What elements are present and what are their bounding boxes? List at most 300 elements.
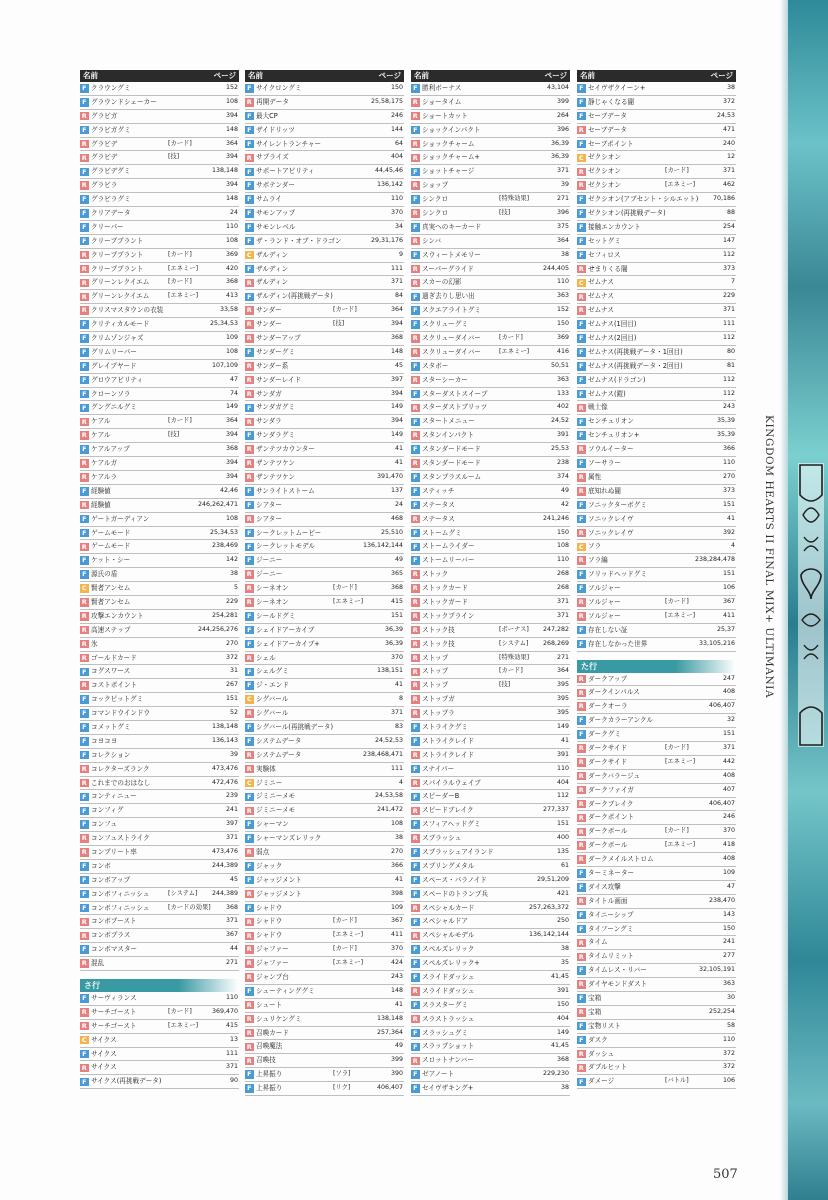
entry-pages: 143	[722, 910, 735, 918]
type-badge: R	[578, 799, 584, 808]
entry-pages: 241	[225, 806, 238, 814]
entry-name: スタンプラスルーム	[422, 472, 482, 481]
type-badge: F	[80, 404, 89, 413]
type-badge: F	[411, 445, 420, 454]
index-entry	[411, 860, 570, 874]
index-entry	[577, 1048, 736, 1062]
type-badge: F	[411, 959, 420, 968]
type-badge: R	[246, 417, 252, 426]
type-badge: F	[80, 695, 89, 704]
index-entry	[411, 804, 570, 818]
type-badge: R	[246, 973, 252, 982]
index-entry	[245, 679, 404, 693]
entry-name: サンダー	[256, 306, 282, 315]
index-entry	[80, 401, 239, 415]
entry-note: [技]	[168, 153, 180, 161]
entry-name: 宝箱	[588, 1007, 602, 1016]
index-entry	[411, 707, 570, 721]
type-badge: F	[80, 362, 89, 371]
entry-name: ザルディン	[256, 264, 289, 273]
type-badge: F	[411, 862, 420, 871]
entry-name: ゼアノート	[422, 1070, 455, 1079]
entry-name: スタンインパクト	[422, 431, 474, 440]
column-header: 名前 ページ	[80, 70, 239, 82]
type-badge: R	[81, 764, 87, 773]
entry-pages: 136,142,144	[528, 931, 569, 939]
type-badge: F	[245, 1070, 254, 1079]
entry-name: スクエアライトグミ	[422, 306, 481, 315]
book-title-vertical: KINGDOM HEARTS II FINAL MIX+ ULTIMANIA	[763, 415, 775, 699]
entry-pages: 391	[556, 750, 569, 758]
entry-name: タイムリミット	[588, 952, 634, 961]
type-badge: R	[412, 236, 418, 245]
index-column-4	[577, 70, 736, 1089]
entry-pages: 44,45,46	[374, 167, 403, 175]
index-entry	[411, 985, 570, 999]
index-entry	[411, 749, 570, 763]
type-badge: F	[577, 994, 586, 1003]
index-entry	[411, 485, 570, 499]
index-entry	[245, 693, 404, 707]
index-entry	[80, 276, 239, 290]
type-badge: F	[411, 918, 420, 927]
type-badge: R	[412, 334, 418, 343]
entry-name: ジーニー	[256, 556, 283, 565]
entry-name: コンフュ	[91, 820, 118, 829]
entry-pages: 368	[225, 903, 238, 911]
entry-pages: 368	[225, 278, 238, 286]
index-entry	[80, 610, 239, 624]
entry-note: [特殊効果]	[499, 653, 530, 661]
page-number: 507	[713, 1167, 738, 1182]
entry-pages: 138,148	[211, 167, 238, 175]
entry-pages: 241,472	[376, 806, 403, 814]
type-badge: F	[80, 668, 89, 677]
entry-note: [カード]	[333, 306, 357, 314]
entry-pages: 35,39	[716, 431, 735, 439]
entry-pages: 29,31,176	[370, 236, 403, 244]
entry-pages: 406,407	[376, 1084, 403, 1092]
type-badge: F	[411, 126, 420, 135]
index-entry	[411, 82, 570, 96]
index-entry	[411, 263, 570, 277]
entry-name: コメットグミ	[91, 722, 131, 731]
entry-note: [技]	[499, 681, 511, 689]
entry-pages: 8	[398, 695, 403, 703]
index-entry	[80, 804, 239, 818]
entry-pages: 36,39	[384, 625, 403, 633]
entry-pages: 392	[722, 528, 735, 536]
type-badge: R	[412, 459, 418, 468]
entry-pages: 150	[556, 1000, 569, 1008]
entry-pages: 149	[556, 722, 569, 730]
index-entry	[245, 235, 404, 249]
entry-pages: 371	[225, 917, 238, 925]
type-badge: R	[81, 542, 87, 551]
type-badge: F	[80, 529, 89, 538]
entry-name: サーヴィランス	[91, 994, 137, 1002]
entry-name: 再開データ	[256, 97, 289, 106]
type-badge: R	[578, 771, 584, 780]
type-badge: F	[245, 820, 254, 829]
index-entry	[80, 499, 239, 513]
entry-name: コマンドウインドウ	[91, 709, 151, 718]
index-entry	[80, 554, 239, 568]
entry-name: クローンソラ	[91, 389, 131, 398]
type-badge: F	[245, 556, 254, 565]
type-badge: R	[578, 841, 584, 850]
index-entry	[411, 276, 570, 290]
index-entry	[245, 304, 404, 318]
index-entry	[411, 540, 570, 554]
entry-name: スラッシュグミ	[422, 1028, 468, 1037]
entry-list	[80, 82, 239, 971]
entry-name: ストライクレイド	[422, 736, 475, 745]
entry-name: 攻撃エンカウント	[91, 611, 144, 620]
index-entry	[245, 179, 404, 193]
index-entry	[577, 554, 736, 568]
entry-pages: 111	[722, 320, 735, 328]
entry-pages: 372	[722, 97, 735, 105]
entry-name: ストップ	[422, 681, 449, 690]
index-entry	[577, 624, 736, 638]
entry-name: スカーの幻影	[422, 278, 462, 287]
index-entry	[577, 936, 736, 950]
type-badge: R	[246, 1042, 252, 1051]
type-badge: R	[578, 896, 584, 905]
entry-name: 戦士像	[588, 403, 608, 412]
entry-name: サイクス	[91, 1049, 117, 1058]
index-entry	[80, 568, 239, 582]
entry-pages: 38	[229, 570, 238, 578]
type-badge: F	[577, 140, 586, 149]
type-badge: F	[411, 737, 420, 746]
entry-pages: 35	[560, 959, 569, 967]
index-entry	[411, 624, 570, 638]
index-entry	[577, 221, 736, 235]
entry-name: タイムレス・リバー	[588, 966, 647, 975]
entry-name: サムライ	[256, 195, 282, 204]
entry-name: グラビガ	[91, 111, 118, 120]
entry-pages: 13	[229, 1035, 238, 1043]
type-badge: F	[245, 84, 254, 93]
index-entry	[80, 110, 239, 124]
entry-pages: 371	[722, 306, 735, 314]
type-badge: R	[246, 1014, 252, 1023]
type-badge: F	[577, 376, 586, 385]
entry-name: サポートアビリティ	[256, 167, 315, 176]
entry-name: ジャッジメント	[256, 875, 302, 884]
entry-name: 勝利ボーナス	[422, 84, 462, 92]
index-entry	[80, 1048, 239, 1062]
index-entry	[80, 318, 239, 332]
type-badge: R	[81, 612, 87, 621]
type-badge: F	[577, 418, 586, 427]
entry-name: スパイラルウェイブ	[422, 778, 481, 787]
index-entry	[411, 943, 570, 957]
index-entry	[577, 1020, 736, 1034]
entry-note: [カード]	[168, 250, 192, 258]
type-badge: R	[246, 278, 252, 287]
entry-name: スペシャルドア	[422, 917, 468, 926]
entry-pages: 151	[722, 500, 735, 508]
type-badge: F	[245, 640, 254, 649]
entry-note: [エネミー]	[333, 931, 364, 939]
type-badge: F	[411, 473, 420, 482]
entry-name: スクリューグミ	[422, 320, 468, 329]
entry-pages: 369	[225, 250, 238, 258]
type-badge: R	[578, 612, 584, 621]
entry-pages: 148	[390, 347, 403, 355]
index-entry	[577, 756, 736, 770]
entry-pages: 397	[390, 375, 403, 383]
index-entry	[245, 1027, 404, 1041]
entry-pages: 106	[722, 1077, 735, 1085]
type-badge: R	[578, 827, 584, 836]
entry-name: 存在しなかった世界	[588, 639, 648, 648]
index-entry	[80, 346, 239, 360]
entry-pages: 110	[556, 764, 569, 772]
index-entry	[411, 610, 570, 624]
type-badge: R	[81, 459, 87, 468]
type-badge: R	[81, 250, 87, 259]
entry-name: スプリングメタル	[422, 861, 475, 870]
entry-pages: 406,407	[708, 702, 735, 710]
entry-name: シンクロ	[422, 195, 449, 204]
index-entry	[245, 554, 404, 568]
entry-note: [システム]	[499, 639, 529, 647]
index-entry	[411, 902, 570, 916]
entry-pages: 150	[390, 84, 403, 91]
entry-name: ソラ	[588, 542, 602, 551]
index-entry	[245, 443, 404, 457]
type-badge: R	[246, 153, 252, 162]
entry-name: シャドウ	[256, 931, 283, 940]
index-entry	[245, 1068, 404, 1082]
entry-name: スタンダードモード	[422, 459, 481, 468]
entry-list	[411, 82, 570, 1096]
entry-name: クリムゾンジャズ	[91, 334, 144, 343]
entry-name: クリーププラント	[91, 264, 144, 273]
entry-name: 弱点	[256, 847, 270, 856]
entry-pages: 49	[394, 556, 403, 564]
type-badge: R	[578, 1063, 584, 1072]
index-entry	[411, 388, 570, 402]
index-entry	[411, 1068, 570, 1082]
type-badge: R	[578, 445, 584, 454]
index-entry	[577, 700, 736, 714]
index-entry	[245, 568, 404, 582]
index-entry	[577, 1075, 736, 1089]
index-entry	[80, 652, 239, 666]
entry-name: スラスターグミ	[422, 1000, 468, 1009]
index-entry	[577, 499, 736, 513]
entry-pages: 246	[722, 813, 735, 821]
entry-pages: 364	[556, 236, 569, 244]
type-badge: F	[80, 1078, 89, 1087]
type-badge: R	[246, 375, 252, 384]
entry-name: ザイドリッツ	[256, 125, 295, 134]
entry-name: 上昇振り	[256, 1070, 283, 1079]
index-entry	[245, 957, 404, 971]
entry-name: ゲームモード	[91, 542, 131, 551]
entry-name: 経験値	[91, 500, 111, 509]
entry-name: ステータス	[422, 514, 455, 523]
entry-name: 実験体	[256, 764, 276, 773]
index-entry	[245, 999, 404, 1013]
entry-name: スウィートメモリー	[422, 250, 481, 259]
entry-name: ジ・エンド	[256, 681, 289, 690]
entry-name: グリーンレクイエム	[91, 278, 150, 287]
type-badge: F	[577, 459, 586, 468]
entry-name: グラビラグミ	[91, 195, 131, 204]
type-badge: R	[412, 709, 418, 718]
index-entry	[411, 818, 570, 832]
type-badge: R	[412, 181, 418, 190]
entry-pages: 367	[722, 597, 735, 605]
entry-name: 静じゃくなる闇	[588, 97, 635, 106]
index-entry	[80, 443, 239, 457]
entry-pages: 5	[233, 584, 238, 592]
entry-note: [エネミー]	[168, 264, 199, 272]
entry-pages: 394	[390, 389, 403, 397]
entry-name: スタンダードモード	[422, 445, 481, 454]
index-entry	[411, 1040, 570, 1054]
entry-pages: 391	[556, 986, 569, 994]
index-entry	[411, 346, 570, 360]
index-entry	[411, 124, 570, 138]
entry-note: [システム]	[168, 889, 198, 897]
entry-pages: 36,39	[550, 139, 569, 147]
type-badge: F	[245, 348, 254, 357]
entry-name: スペルズレリック	[422, 945, 475, 954]
type-badge: R	[578, 598, 584, 607]
type-badge: R	[246, 320, 252, 329]
entry-pages: 38	[560, 1084, 569, 1092]
entry-name: ダークグミ	[588, 730, 621, 739]
type-badge: R	[412, 987, 418, 996]
entry-name: ケアルアップ	[91, 445, 130, 454]
type-badge: F	[411, 793, 420, 802]
entry-name: スペシャルモデル	[422, 931, 475, 940]
entry-pages: 399	[556, 97, 569, 105]
index-entry	[577, 360, 736, 374]
entry-pages: 24,53,58	[374, 792, 403, 800]
entry-pages: 416	[556, 347, 569, 355]
entry-name: ザルディン	[256, 250, 289, 259]
entry-pages: 111	[225, 1049, 238, 1057]
type-badge: R	[578, 528, 584, 537]
entry-name: セットグミ	[588, 236, 621, 245]
index-entry	[245, 82, 404, 96]
index-entry	[245, 138, 404, 152]
index-entry	[411, 1054, 570, 1068]
entry-pages: 41	[394, 445, 403, 453]
entry-pages: 244,405	[542, 264, 569, 272]
entry-pages: 364	[390, 306, 403, 314]
entry-pages: 50,51	[550, 361, 569, 369]
entry-name: 高速ステップ	[91, 625, 131, 634]
entry-name: ゼムナス(2回目)	[588, 334, 637, 343]
entry-pages: 364	[225, 417, 238, 425]
index-entry	[577, 742, 736, 756]
column-header: 名前 ページ	[245, 70, 404, 82]
type-badge: F	[577, 84, 586, 93]
entry-name: ストックプライン	[422, 611, 475, 620]
entry-pages: 110	[556, 278, 569, 286]
entry-pages: 64	[394, 139, 403, 147]
type-badge: R	[578, 556, 584, 565]
entry-pages: 271	[556, 653, 569, 661]
index-entry	[577, 457, 736, 471]
index-entry	[80, 485, 239, 499]
type-badge: R	[578, 980, 584, 989]
entry-pages: 394	[390, 417, 403, 425]
index-entry	[80, 888, 239, 902]
index-entry	[411, 721, 570, 735]
entry-pages: 12	[726, 153, 735, 161]
entry-pages: 250	[556, 917, 569, 925]
type-badge: F	[80, 904, 89, 913]
index-entry	[577, 138, 736, 152]
index-entry	[80, 957, 239, 971]
entry-name: シークレットムービー	[256, 528, 322, 537]
entry-name: サンダーグミ	[256, 347, 295, 356]
type-badge: R	[578, 1049, 584, 1058]
entry-pages: 111	[390, 764, 403, 772]
entry-name: コンフィグ	[91, 806, 124, 815]
entry-pages: 246,262,471	[197, 500, 238, 508]
type-badge: F	[80, 737, 89, 746]
index-entry	[411, 443, 570, 457]
index-entry	[577, 513, 736, 527]
entry-name: ショップ	[422, 181, 449, 190]
entry-pages: 398	[390, 889, 403, 897]
index-entry	[411, 582, 570, 596]
type-badge: R	[81, 417, 87, 426]
type-badge: R	[246, 1056, 252, 1065]
entry-pages: 33,58	[219, 306, 238, 314]
entry-pages: 24,53	[716, 111, 735, 119]
entry-name: 存在しない証	[588, 625, 628, 634]
entry-name: 経験値	[91, 486, 111, 495]
entry-pages: 277,337	[542, 806, 569, 814]
index-entry	[577, 798, 736, 812]
entry-name: シューティンググミ	[256, 986, 315, 995]
entry-name: ショートカット	[422, 111, 468, 120]
type-badge: R	[81, 111, 87, 120]
index-entry	[80, 471, 239, 485]
index-entry	[245, 915, 404, 929]
index-entry	[577, 638, 736, 652]
type-badge: R	[578, 702, 584, 711]
entry-name: 上昇振り	[256, 1084, 283, 1093]
entry-pages: 368	[390, 334, 403, 342]
entry-name: ダークボール	[588, 841, 628, 850]
type-badge: R	[246, 1028, 252, 1037]
type-badge: F	[577, 1036, 586, 1045]
entry-pages: 243	[722, 403, 735, 411]
entry-pages: 41	[394, 1000, 403, 1008]
index-entry	[411, 763, 570, 777]
index-entry	[80, 735, 239, 749]
entry-name: ダークサイド	[588, 757, 628, 766]
index-entry	[577, 249, 736, 263]
type-badge: F	[80, 820, 89, 829]
entry-name: スピードブレイク	[422, 806, 474, 815]
index-entry	[80, 1075, 239, 1089]
entry-pages: 247	[722, 674, 735, 682]
